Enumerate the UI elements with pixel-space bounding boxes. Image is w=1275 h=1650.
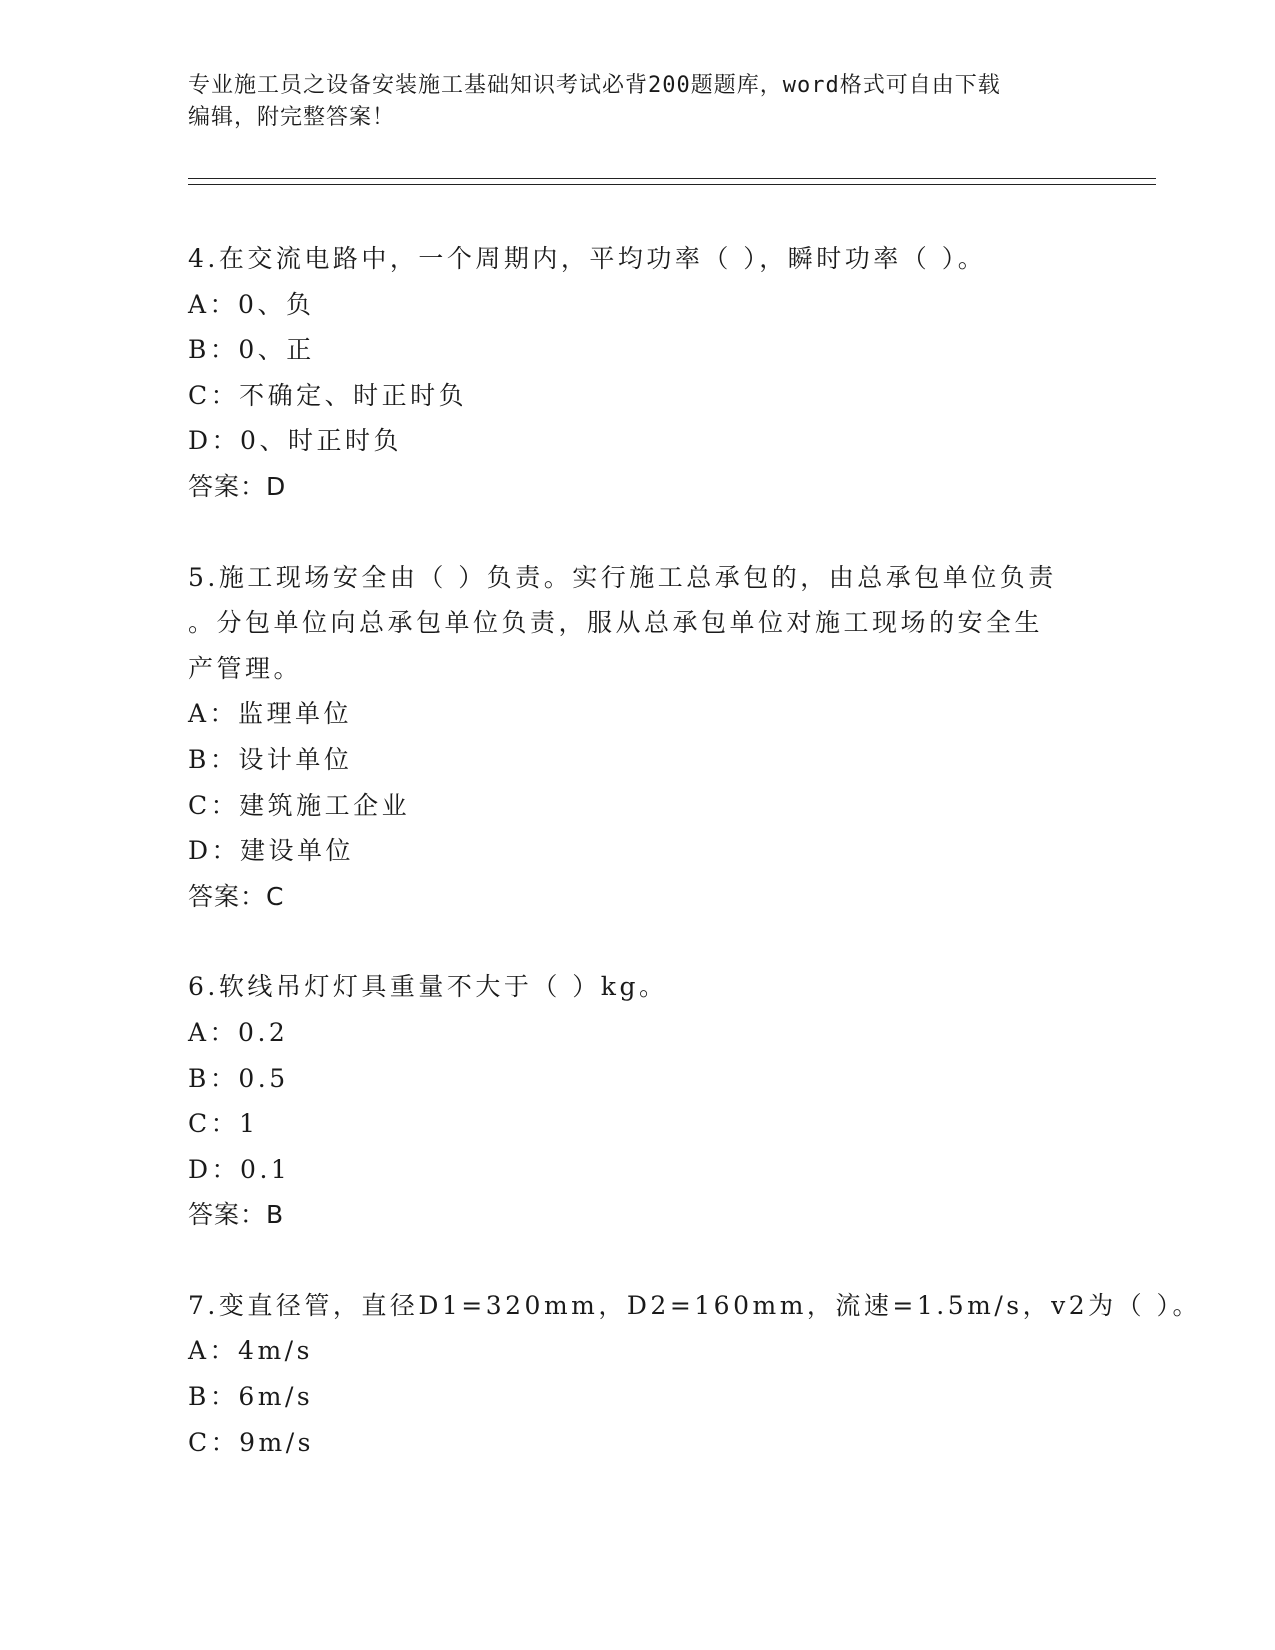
question-text: 6.软线吊灯灯具重量不大于（ ）kg。: [188, 972, 668, 1002]
option-a: A：监理单位: [188, 699, 353, 729]
option-b: B：设计单位: [188, 744, 353, 774]
option-b: B：6m/s: [188, 1382, 314, 1412]
question-list: [188, 236, 1202, 1510]
option-c: C：不确定、时正时负: [188, 380, 468, 410]
answer: 答案：D: [188, 471, 287, 501]
option-d: D：0、时正时负: [188, 426, 402, 456]
header-line: 编辑，附完整答案！: [188, 105, 396, 130]
option-b: B：0、正: [188, 335, 315, 365]
option-d: D：0.1: [188, 1154, 291, 1184]
option-a: A：0.2: [188, 1017, 289, 1047]
header-line: 专业施工员之设备安装施工基础知识考试必背200题题库，word格式可自由下载: [188, 73, 1001, 98]
answer: 答案：C: [188, 881, 285, 911]
answer: 答案：B: [188, 1200, 285, 1230]
question-4: [188, 236, 1088, 510]
option-b: B：0.5: [188, 1063, 289, 1093]
option-c: C：建筑施工企业: [188, 790, 411, 820]
option-c: C：9m/s: [188, 1427, 314, 1457]
question-text: 产管理。: [188, 653, 303, 683]
option-c: C：1: [188, 1109, 259, 1139]
question-6: [188, 964, 1088, 1238]
option-a: A：0、负: [188, 289, 315, 319]
question-text: 4.在交流电路中，一个周期内，平均功率（ ），瞬时功率（ ）。: [188, 244, 987, 273]
question-5: [188, 555, 1088, 920]
question-text: 7.变直径管，直径D1=320mm，D2=160mm，流速=1.5m/s，v2为（ ）。: [188, 1290, 1202, 1320]
question-text: 。分包单位向总承包单位负责，服从总承包单位对施工现场的安全生: [188, 608, 1044, 638]
header-divider: [188, 178, 1156, 185]
option-d: D：建设单位: [188, 836, 355, 866]
question-text: 5.施工现场安全由（ ）负责。实行施工总承包的，由总承包单位负责: [188, 562, 1057, 592]
question-7: [188, 1283, 1202, 1465]
option-a: A：4m/s: [188, 1336, 313, 1366]
document-header: [188, 70, 1088, 134]
